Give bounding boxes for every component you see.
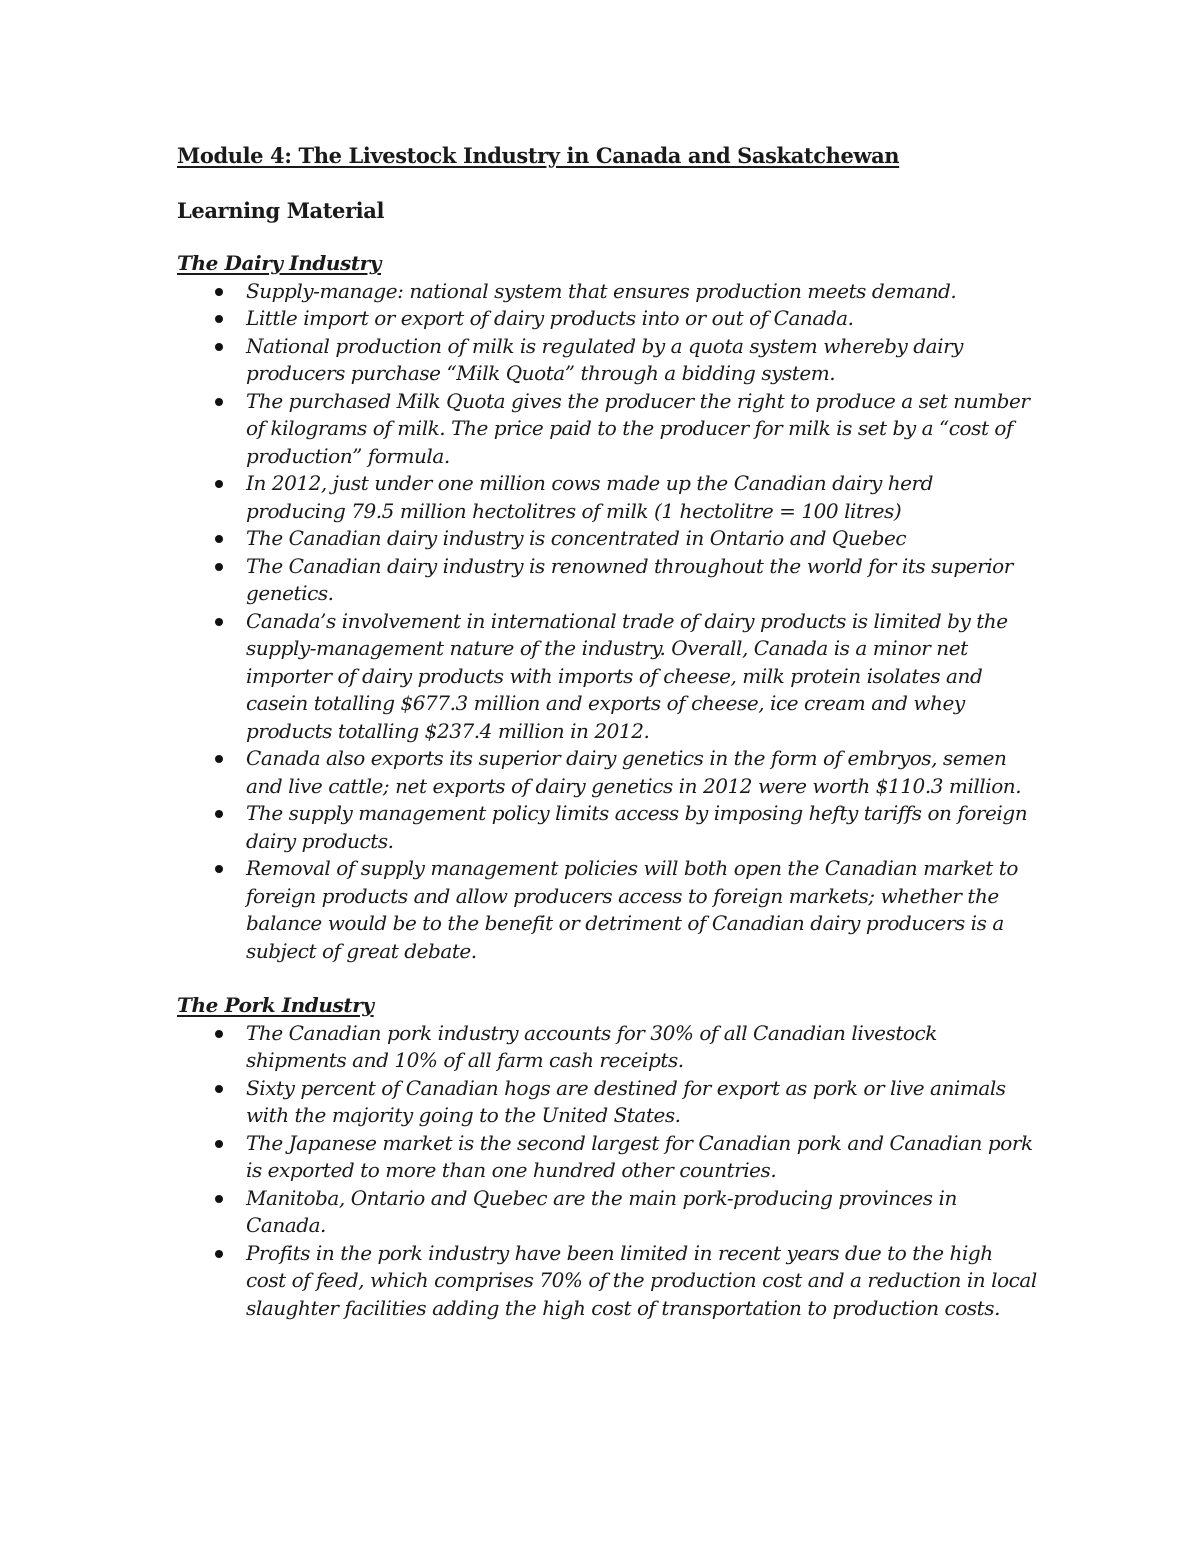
list-item bbox=[246, 1020, 1037, 1075]
bullet-icon bbox=[215, 1195, 223, 1203]
list-item bbox=[246, 745, 1037, 800]
bullet-icon bbox=[215, 535, 223, 543]
list-item bbox=[246, 333, 1037, 388]
list-item-text: Canada also exports its superior dairy genetics in the form of embryos, semen and live cattle; net exports of dairy genetics in 2012 were worth $110.3 million. bbox=[246, 746, 1022, 798]
bullet-icon bbox=[215, 865, 223, 873]
list-item bbox=[246, 525, 1037, 553]
bullet-icon bbox=[215, 1140, 223, 1148]
list-item-text: Canada’s involvement in international trade of dairy products is limited by the supply-management nature of the industry. Overall, Canada is a minor net importer of dairy products with imports of cheese, milk protein isolates and casein totalling $677.3 million and exports of cheese, ice cream and whey products totalling $237.4 million in 2012. bbox=[246, 608, 1008, 743]
bullet-icon bbox=[215, 398, 223, 406]
list-item-text: Manitoba, Ontario and Quebec are the main pork-producing provinces in Canada. bbox=[246, 1185, 957, 1237]
bullet-icon bbox=[215, 1085, 223, 1093]
bullet-icon bbox=[215, 810, 223, 818]
list-item-text: Little import or export of dairy products into or out of Canada. bbox=[246, 306, 854, 330]
bullet-icon bbox=[215, 315, 223, 323]
bullet-icon bbox=[215, 480, 223, 488]
dairy-section-heading: The Dairy Industry bbox=[177, 251, 382, 275]
bullet-icon bbox=[215, 563, 223, 571]
list-item-text: The purchased Milk Quota gives the producer the right to produce a set number of kilograms of milk. The price paid to the producer for milk is set by a “cost of production” formula. bbox=[246, 388, 1030, 468]
document-title: Module 4: The Livestock Industry in Canada and Saskatchewan bbox=[177, 143, 900, 168]
list-item-text: The Canadian pork industry accounts for 30% of all Canadian livestock shipments and 10% of all farm cash receipts. bbox=[246, 1020, 937, 1072]
bullet-icon bbox=[215, 1030, 223, 1038]
list-item-text: Supply-manage: national system that ensures production meets demand. bbox=[246, 278, 957, 303]
list-item-text: The Japanese market is the second largest for Canadian pork and Canadian pork is exported to more than one hundred other countries. bbox=[246, 1130, 1033, 1182]
list-item-text: In 2012, just under one million cows made up the Canadian dairy herd producing 79.5 million hectolitres of milk (1 hectolitre = 100 litres) bbox=[246, 471, 933, 523]
list-item-text: Sixty percent of Canadian hogs are destined for export as pork or live animals with the majority going to the United States. bbox=[246, 1075, 1006, 1127]
learning-material-heading: Learning Material bbox=[177, 198, 385, 223]
bullet-icon bbox=[215, 1250, 223, 1258]
list-item bbox=[246, 553, 1037, 608]
list-item bbox=[246, 278, 1037, 306]
list-item bbox=[246, 1130, 1037, 1185]
list-item bbox=[246, 1075, 1037, 1130]
bullet-icon bbox=[215, 343, 223, 351]
dairy-bullet-list bbox=[177, 278, 1037, 966]
list-item bbox=[246, 388, 1037, 471]
pork-section-heading: The Pork Industry bbox=[177, 993, 374, 1017]
list-item-text: The supply management policy limits access by imposing hefty tariffs on foreign dairy products. bbox=[246, 801, 1028, 853]
list-item-text: National production of milk is regulated by a quota system whereby dairy producers purchase “Milk Quota” through a bidding system. bbox=[246, 333, 964, 385]
list-item-text: The Canadian dairy industry is renowned throughout the world for its superior genetics. bbox=[246, 553, 1013, 605]
pork-bullet-list bbox=[177, 1020, 1037, 1323]
list-item-text: Profits in the pork industry have been limited in recent years due to the high cost of feed, which comprises 70% of the production cost and a reduction in local slaughter facilities adding the high cost of transportation to production costs. bbox=[246, 1240, 1037, 1320]
list-item bbox=[246, 855, 1037, 965]
list-item bbox=[246, 800, 1037, 855]
list-item bbox=[246, 305, 1037, 333]
list-item bbox=[246, 1185, 1037, 1240]
list-item bbox=[246, 1240, 1037, 1323]
bullet-icon bbox=[215, 618, 223, 626]
list-item-text: The Canadian dairy industry is concentrated in Ontario and Quebec bbox=[246, 526, 907, 550]
list-item bbox=[246, 470, 1037, 525]
bullet-icon bbox=[215, 755, 223, 763]
document-page bbox=[177, 141, 1037, 1322]
list-item-text: Removal of supply management policies will both open the Canadian market to foreign products and allow producers access to foreign markets; whether the balance would be to the benefit or detriment of Canadian dairy producers is a subject of great debate. bbox=[246, 856, 1018, 963]
bullet-icon bbox=[215, 288, 223, 296]
list-item bbox=[246, 608, 1037, 746]
